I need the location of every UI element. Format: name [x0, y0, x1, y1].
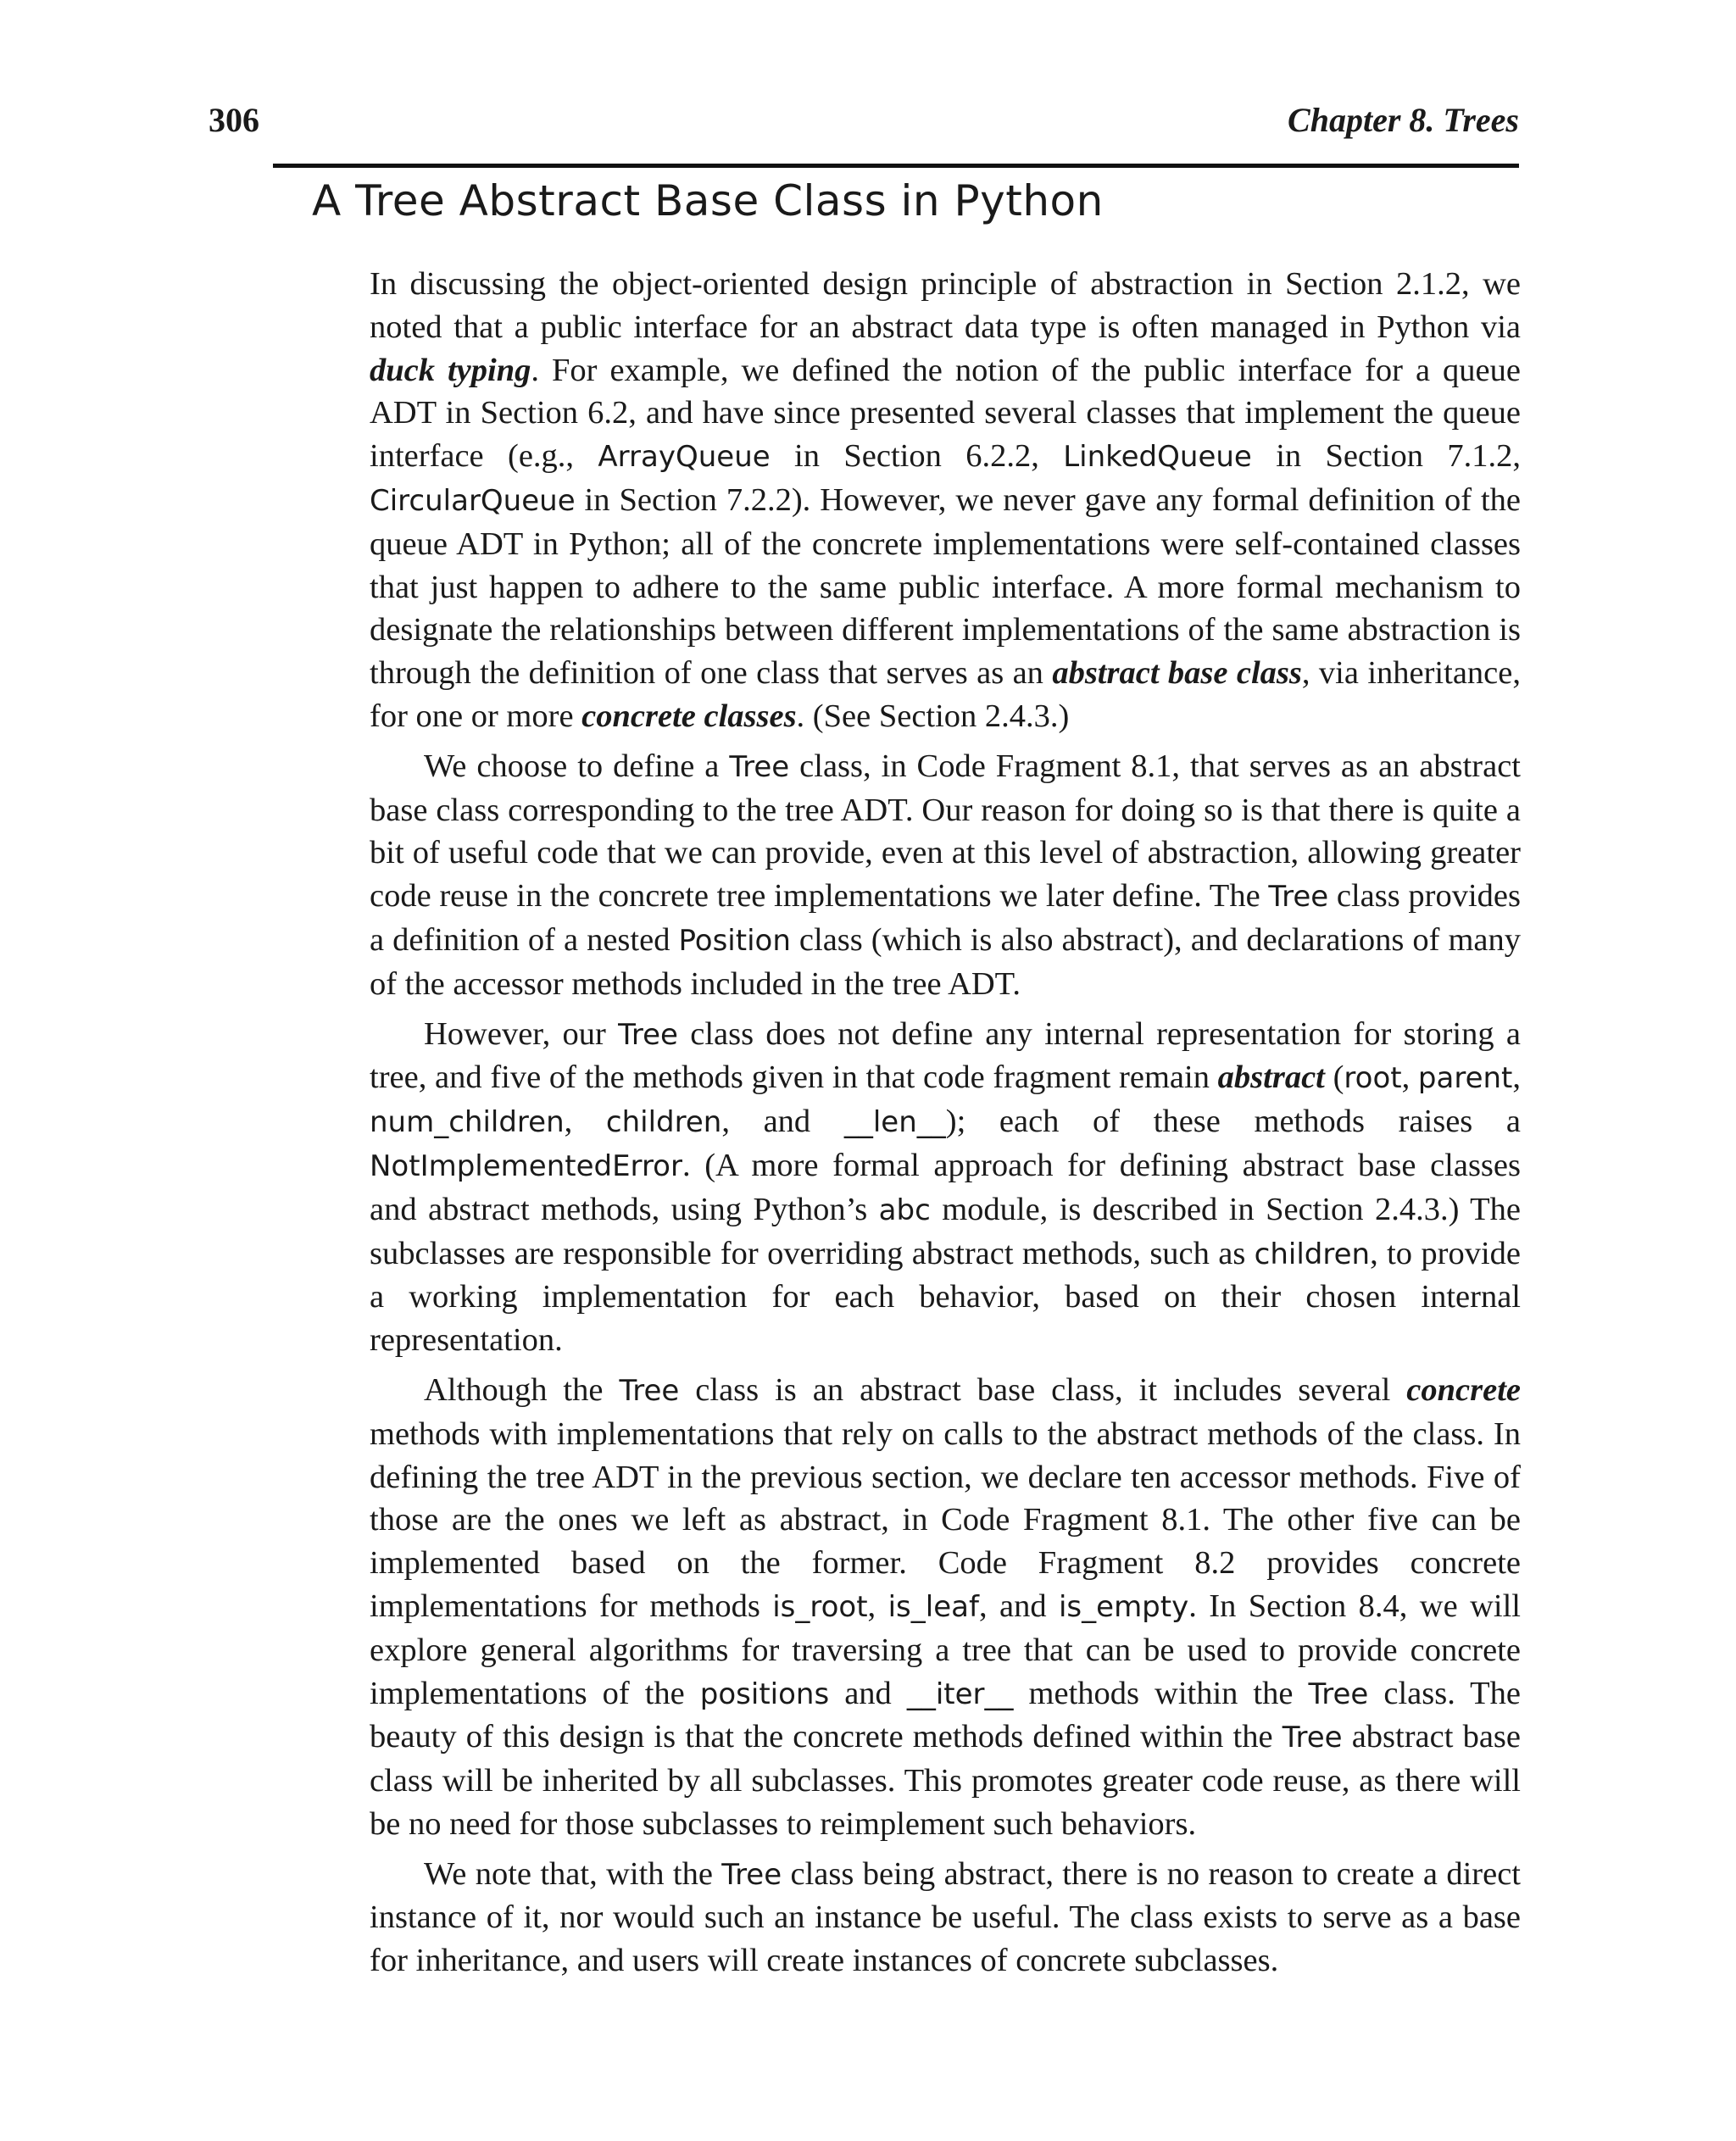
text-run: , to provide a working implementation for each behavior, based on their chosen internal representation. — [370, 1235, 1521, 1359]
section-title: A Tree Abstract Base Class in Python — [312, 176, 1104, 225]
paragraph-4 — [370, 1369, 1521, 1846]
text-run: , — [1401, 1059, 1418, 1096]
code-identifier: Tree — [1308, 1677, 1369, 1711]
key-term: duck typing — [370, 352, 531, 388]
text-run: . For example, we defined the notion of the public interface for a queue ADT in Section 6.2, and have since presented several classes that implement the queue interface (e.g., — [370, 352, 1521, 475]
text-run: , — [1512, 1059, 1521, 1096]
key-term: abstract base class — [1052, 655, 1302, 692]
code-identifier: is_root — [772, 1589, 868, 1624]
text-run: However, our — [424, 1015, 619, 1052]
text-run: . In Section 8.4, we will explore general algorithms for traversing a tree that can be used to provide concrete implementations of the — [370, 1588, 1521, 1711]
code-identifier: Position — [678, 923, 791, 958]
text-run: class, in Code Fragment 8.1, that serves as an abstract base class corresponding to the tree ADT. Our reason for doing so is that there is quite a bit of useful code that we can provide, even at this level of abstraction, allowing greater code reuse in the concrete tree implementations we later define. The — [370, 748, 1521, 915]
text-run: , — [564, 1104, 606, 1140]
text-run: , and — [978, 1588, 1059, 1624]
code-identifier: is_empty — [1058, 1589, 1189, 1624]
page-number: 306 — [209, 101, 259, 139]
text-run: , — [867, 1588, 888, 1624]
text-run: class being abstract, there is no reason to create a direct instance of it, nor would such an instance be useful. The class exists to serve as a base for inheritance, and users will create instances of concrete subclasses. — [370, 1855, 1522, 1979]
code-identifier: Tree — [618, 1017, 678, 1052]
text-run: methods within the — [1013, 1675, 1309, 1711]
code-identifier: positions — [699, 1677, 830, 1711]
text-run: class does not define any internal representation for storing a tree, and five of the methods given in that code fragment remain — [370, 1015, 1521, 1096]
code-identifier: Tree — [619, 1373, 680, 1408]
key-term: concrete — [1406, 1371, 1521, 1408]
text-run: We note that, with the — [424, 1855, 722, 1892]
code-identifier: LinkedQueue — [1063, 440, 1252, 475]
code-identifier: root — [1344, 1061, 1402, 1096]
text-run: Although the — [424, 1371, 620, 1408]
key-term: abstract — [1217, 1059, 1325, 1096]
text-run: class. The beauty of this design is that the concrete methods defined within the — [370, 1675, 1522, 1755]
body-text — [370, 263, 1521, 1989]
text-run: In discussing the object-oriented design principle of abstraction in Section 2.1.2, we noted that a public interface for an abstract data type is often managed in Python via — [370, 266, 1521, 345]
code-identifier: Tree — [1268, 880, 1329, 915]
text-run: in Section 7.2.2). However, we never gave any formal definition of the queue ADT in Python; all of the concrete implementations were self-contained classes that just happen to adhere to the same public interface. A more formal mechanism to designate the relationships between different implementations of the same abstraction is through the definition of one class that serves as an — [370, 481, 1521, 692]
text-run: , and — [721, 1104, 844, 1140]
code-identifier: is_leaf — [887, 1589, 979, 1624]
key-term: concrete classes — [581, 698, 797, 734]
text-run: class (which is also abstract), and declarations of many of the accessor methods included in the tree ADT. — [370, 921, 1521, 1002]
paragraph-1 — [370, 263, 1521, 738]
code-identifier: parent — [1417, 1061, 1513, 1096]
code-identifier: children — [1254, 1237, 1371, 1271]
text-run: . (A more formal approach for defining abstract base classes and abstract methods, using Python’s — [370, 1147, 1521, 1227]
code-identifier: CircularQueue — [370, 483, 576, 518]
code-identifier: ArrayQueue — [598, 440, 771, 475]
text-run: and — [829, 1675, 907, 1711]
text-run: methods with implementations that rely on calls to the abstract methods of the class. In defining the tree ADT in the previous section, we declare ten accessor methods. Five of those are the ones we left as abstract, in Code Fragment 8.1. The other five can be implemented based on the former. Code Fragment 8.2 provides concrete implementations for methods — [370, 1415, 1521, 1624]
code-identifier: children — [605, 1105, 722, 1140]
text-run: ( — [1324, 1059, 1344, 1096]
code-identifier: abc — [878, 1193, 931, 1227]
text-run: module, is described in Section 2.4.3.) The subclasses are responsible for overriding abstract methods, such as — [370, 1191, 1521, 1271]
text-run: , via inheritance, for one or more — [370, 655, 1521, 734]
paragraph-3 — [370, 1013, 1521, 1362]
text-run: in Section 7.1.2, — [1251, 438, 1521, 475]
text-run: class provides a definition of a nested — [370, 878, 1521, 958]
code-identifier: NotImplementedError — [370, 1148, 682, 1183]
code-identifier: Tree — [721, 1857, 782, 1892]
text-run: class is an abstract base class, it includes several — [679, 1371, 1407, 1408]
text-run: We choose to define a — [424, 748, 730, 784]
text-run: abstract base class will be inherited by all subclasses. This promotes greater code reuse, as there will be no need for those subclasses to reimplement such behaviors. — [370, 1719, 1521, 1842]
text-run: ); each of these methods raises a — [945, 1104, 1522, 1140]
code-identifier: __iter__ — [906, 1677, 1014, 1711]
code-identifier: num_children — [370, 1105, 565, 1140]
running-head: Chapter 8. Trees — [1288, 101, 1519, 139]
code-identifier: Tree — [1282, 1721, 1343, 1755]
paragraph-5 — [370, 1853, 1521, 1983]
text-run: . (See Section 2.4.3.) — [796, 698, 1070, 734]
code-identifier: __len__ — [843, 1105, 946, 1140]
paragraph-2 — [370, 745, 1521, 1006]
header-rule — [273, 164, 1519, 168]
code-identifier: Tree — [729, 749, 790, 784]
text-run: in Section 6.2.2, — [770, 438, 1064, 475]
